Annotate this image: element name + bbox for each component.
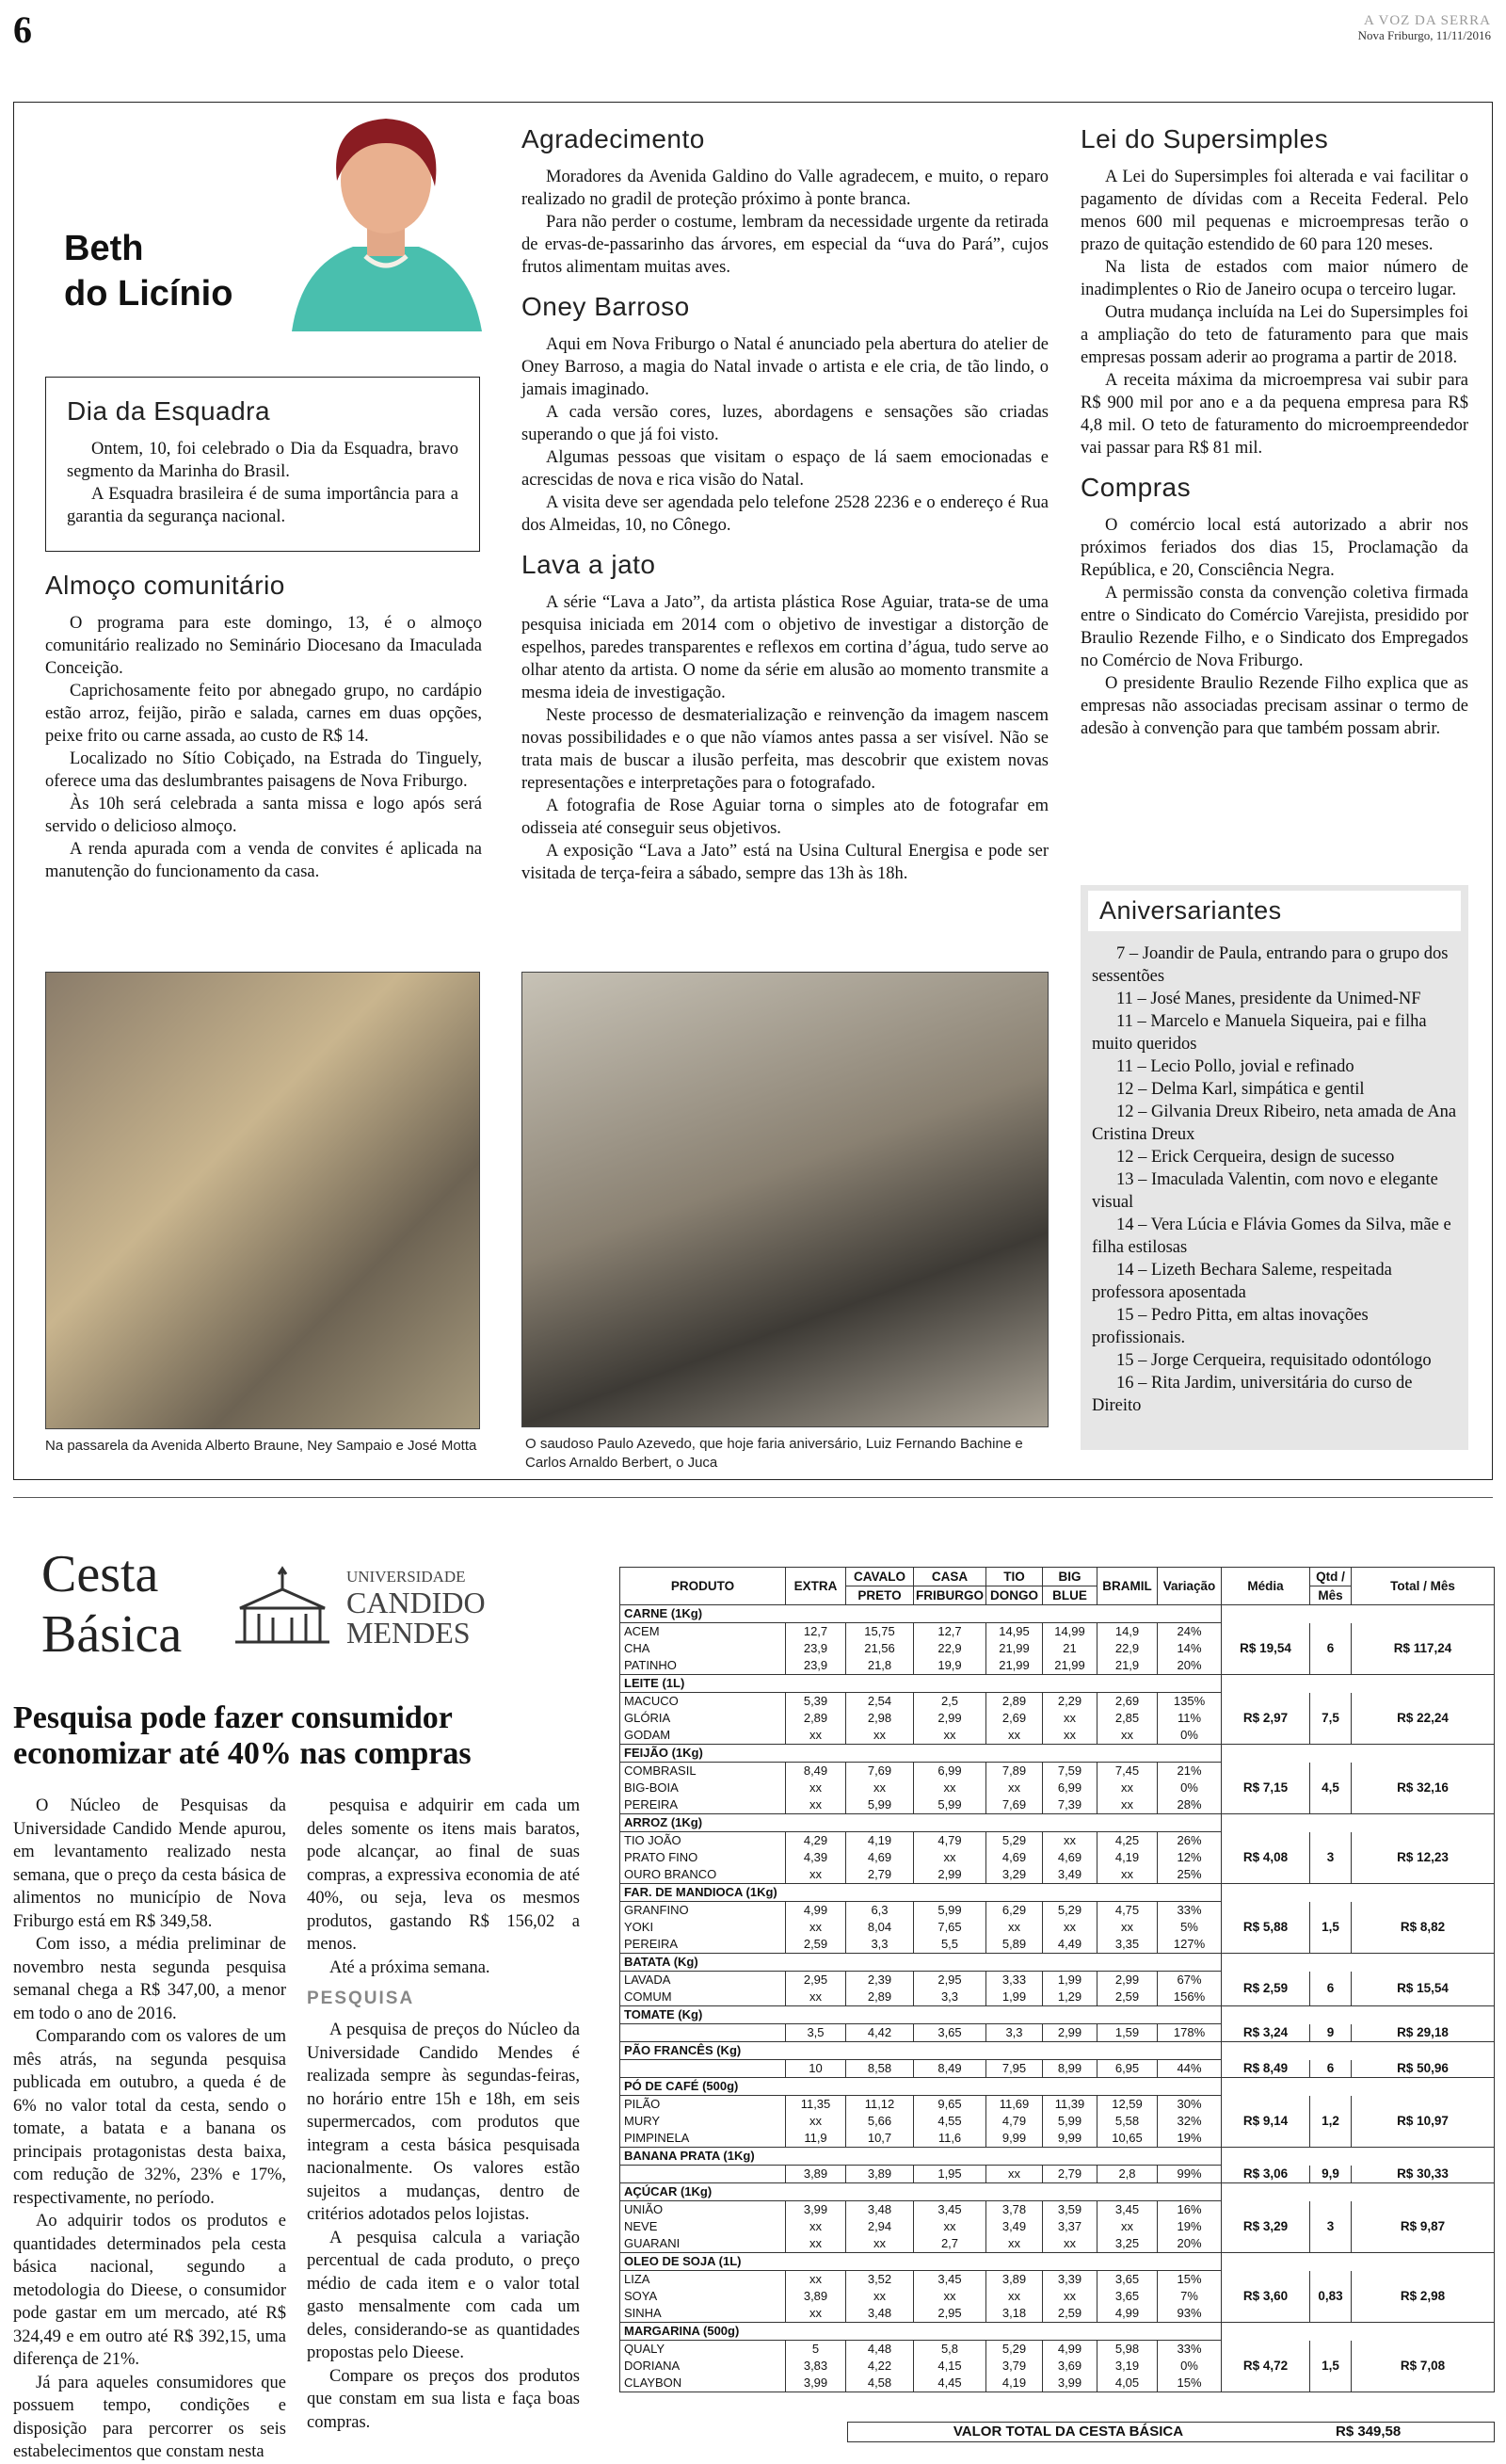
dia-esquadra-p2: A Esquadra brasileira é de suma importância para a garantia da segurança nacional. bbox=[67, 485, 458, 526]
price-table: PRODUTO EXTRA CAVALO CASA TIO BIG BRAMIL Variação Média Qtd / Total / Mês PRETO FRIBURGO DONGO BLUE Mês CARNE (1Kg) ACEM 12,7 15,75 12,7 14,95 14,99 14,9 24% R$ 19,54 6 R$ 117,24 CHA 23,9 21,56 22,9 21,99 21 22,9 14% PATINHO 23,9 21,8 19,9 21,99 21,99 21,9 20% LEITE (1L) MACUCO 5,39 2,54 2,5 2,89 2,29 2,69 135% R$ 2,97 7,5 R$ 22,24 GLÓRIA 2,89 2,98 2,99 2,69 xx 2,85 11% GODAM xx xx xx xx xx xx 0% FEIJÃO (1Kg) COMBRASIL 8,49 7,69 6,99 7,89 7,59 7,45 21% R$ 7,15 4,5 R$ 32,16 BIG-BOIA xx xx xx xx 6,99 xx 0% PEREIRA xx 5,99 5,99 7,69 7,39 xx 28% ARROZ (1Kg) TIO JOÃO 4,29 4,19 4,79 5,29 xx 4,25 26% R$ 4,08 3 R$ 12,23 PRATO FINO 4,39 4,69 xx 4,69 4,69 4,19 12% OURO BRANCO xx 2,79 2,99 3,29 3,49 xx 25% FAR. DE MANDIOCA (1Kg) GRANFINO 4,99 6,3 5,99 6,29 5,29 4,75 33% R$ 5,88 1,5 R$ 8,82 YOKI xx 8,04 7,65 xx xx xx 5% PEREIRA 2,59 3,3 5,5 5,89 4,49 3,35 127% BATATA (Kg) LAVADA 2,95 2,39 2,95 3,33 1,99 2,99 67% R$ 2,59 6 R$ 15,54 COMUM xx 2,89 3,3 1,99 1,29 2,59 156% TOMATE (Kg) 3,5 4,42 3,65 3,3 2,99 1,59 178% R$ 3,24 9 R$ 29,18 PÃO FRANCÊS (Kg) 10 8,58 8,49 7,95 8,99 6,95 44% R$ 8,49 6 R$ 50,96 PÓ DE CAFÉ (500g) PILÃO 11,35 11,12 9,65 11,69 11,39 12,59 30% R$ 9,14 1,2 R$ 10,97 MURY xx 5,66 4,55 4,79 5,99 5,58 32% PIMPINELA 11,9 10,7 11,6 9,99 9,99 10,65 19% BANANA PRATA (1Kg) 3,89 3,89 1,95 xx 2,79 2,8 99% R$ 3,06 9,9 R$ 30,33 AÇÚCAR (1Kg) UNIÃO 3,99 3,48 3,45 3,78 3,59 3,45 16% R$ 3,29 3 R$ 9,87 NEVE xx 2,94 xx 3,49 3,37 xx 19% GUARANI xx xx 2,7 xx xx 3,25 20% OLEO DE SOJA (1L) LIZA xx 3,52 3,45 3,89 3,39 3,65 15% R$ 3,60 0,83 R$ 2,98 SOYA 3,89 xx xx xx xx 3,65 7% SINHA xx 3,48 2,95 3,18 2,59 4,99 93% MARGARINA (500g) QUALY 5 4,48 5,8 5,29 4,99 5,98 33% R$ 4,72 1,5 R$ 7,08 DORIANA 3,83 4,22 4,15 3,79 3,69 3,19 0% CLAYBON 3,99 4,58 4,45 4,19 3,99 4,05 15% bbox=[619, 1567, 1495, 2392]
category-label: FAR. DE MANDIOCA (1Kg) bbox=[620, 1884, 1222, 1902]
category-label: PÃO FRANCÊS (Kg) bbox=[620, 2042, 1222, 2060]
agradecimento-title: Agradecimento bbox=[521, 124, 705, 153]
cesta-paragraph: pesquisa e adquirir em cada um deles somente os itens mais baratos, pode alcançar, ao final de suas compras, a expressiva economia de até 40%, ou seja, leva os mesmos produtos, gastando R$ 156,02 a menos. bbox=[307, 1796, 580, 1954]
aniversariantes-list bbox=[1081, 942, 1468, 1417]
page-number: 6 bbox=[13, 8, 32, 51]
cesta-paragraph: Até a próxima semana. bbox=[329, 1957, 490, 1977]
aniversariante-item: 12 – Gilvania Dreux Ribeiro, neta amada de Ana Cristina Dreux bbox=[1092, 1103, 1457, 1144]
table-row: 10 8,58 8,49 7,95 8,99 6,95 44% R$ 8,49 6 R$ 50,96 bbox=[620, 2060, 1495, 2078]
photo-paulo-azevedo bbox=[521, 972, 1049, 1427]
aniversariante-item: 11 – Lecio Pollo, jovial e refinado bbox=[1116, 1057, 1354, 1076]
col-bramil: BRAMIL bbox=[1097, 1568, 1158, 1605]
group-qtd: 1,2 bbox=[1310, 2096, 1352, 2148]
aniversariantes-title: Aniversariantes bbox=[1088, 891, 1461, 931]
cesta-headline: Pesquisa pode fazer consumidor economizar até 40% nas compras bbox=[13, 1700, 472, 1771]
cesta-paragraph: Já para aqueles consumidores que possuem tempo, condições e disposição para percorrer os seis estabelecimentos que constam nesta bbox=[13, 2373, 286, 2461]
table-row: PIMPINELA 11,9 10,7 11,6 9,99 9,99 10,65 19% bbox=[620, 2130, 1495, 2148]
group-total: R$ 22,24 bbox=[1352, 1693, 1495, 1745]
col-media: Média bbox=[1222, 1568, 1310, 1605]
table-row: COMUM xx 2,89 3,3 1,99 1,29 2,59 156% bbox=[620, 1989, 1495, 2006]
compras-p3: O presidente Braulio Rezende Filho explica que as empresas não associadas precisam assinar o termo de adesão à convenção para que também possam abrir. bbox=[1081, 674, 1468, 738]
group-total: R$ 32,16 bbox=[1352, 1763, 1495, 1814]
table-row: QUALY 5 4,48 5,8 5,29 4,99 5,98 33% R$ 4,72 1,5 R$ 7,08 bbox=[620, 2341, 1495, 2359]
table-row: MURY xx 5,66 4,55 4,79 5,99 5,58 32% bbox=[620, 2113, 1495, 2130]
table-row: GODAM xx xx xx xx xx xx 0% bbox=[620, 1727, 1495, 1745]
group-media: R$ 3,06 bbox=[1222, 2166, 1310, 2183]
category-label: MARGARINA (500g) bbox=[620, 2323, 1222, 2341]
group-media: R$ 3,24 bbox=[1222, 2024, 1310, 2042]
group-media: R$ 5,88 bbox=[1222, 1902, 1310, 1954]
cesta-column-2-3 bbox=[307, 1795, 580, 2434]
group-total: R$ 117,24 bbox=[1352, 1623, 1495, 1675]
photo1-caption: Na passarela da Avenida Alberto Braune, Ney Sampaio e José Motta bbox=[45, 1438, 477, 1454]
cesta-paragraph: A pesquisa calcula a variação percentual de cada produto, o preço médio de cada item e o valor total gasto mensalmente com cada um deles, considerando-se as quantidades propostas pelo Dieese. bbox=[307, 2228, 580, 2362]
middle-column bbox=[521, 124, 1049, 885]
almoco-p2: Caprichosamente feito por abnegado grupo, no cardápio estão arroz, feijão, pirão e salada, carnes em duas opções, peixe frito ou carne assada, ao custo de R$ 14. bbox=[45, 682, 482, 746]
table-row: ACEM 12,7 15,75 12,7 14,95 14,99 14,9 24% R$ 19,54 6 R$ 117,24 bbox=[620, 1623, 1495, 1641]
masthead: A VOZ DA SERRA bbox=[1364, 13, 1491, 28]
col-tio: TIO bbox=[986, 1568, 1043, 1586]
category-label: OLEO DE SOJA (1L) bbox=[620, 2253, 1222, 2271]
group-total: R$ 15,54 bbox=[1352, 1972, 1495, 2006]
col-total: Total / Mês bbox=[1352, 1568, 1495, 1605]
table-row: YOKI xx 8,04 7,65 xx xx xx 5% bbox=[620, 1919, 1495, 1936]
aniversariante-item: 14 – Vera Lúcia e Flávia Gomes da Silva, mãe e filha estilosas bbox=[1092, 1216, 1451, 1257]
category-label: CARNE (1Kg) bbox=[620, 1605, 1222, 1623]
group-media: R$ 3,60 bbox=[1222, 2271, 1310, 2323]
group-qtd: 1,5 bbox=[1310, 2341, 1352, 2392]
group-qtd: 6 bbox=[1310, 1972, 1352, 2006]
group-qtd: 6 bbox=[1310, 1623, 1352, 1675]
col-extra: EXTRA bbox=[786, 1568, 846, 1605]
group-total: R$ 9,87 bbox=[1352, 2201, 1495, 2253]
cesta-paragraph: Compare os preços dos produtos que constam em sua lista e faça boas compras. bbox=[307, 2366, 580, 2432]
supersimples-p2: Na lista de estados com maior número de inadimplentes o Rio de Janeiro ocupa o terceiro lugar. bbox=[1081, 258, 1468, 299]
almoco-title: Almoço comunitário bbox=[45, 571, 285, 600]
cesta-paragraph: Comparando com os valores de um mês atrás, na segunda pesquisa publicada em outubro, a queda é de 6% no valor total da cesta, sendo o tomate, a batata e a banana os principais protagonistas desta baixa, com redução de 32%, 23% e 17%, respectivamente, no período. bbox=[13, 2027, 286, 2208]
col-produto: PRODUTO bbox=[620, 1568, 786, 1605]
table-row: TIO JOÃO 4,29 4,19 4,79 5,29 xx 4,25 26% R$ 4,08 3 R$ 12,23 bbox=[620, 1832, 1495, 1850]
table-row: COMBRASIL 8,49 7,69 6,99 7,89 7,59 7,45 21% R$ 7,15 4,5 R$ 32,16 bbox=[620, 1763, 1495, 1780]
group-media: R$ 9,14 bbox=[1222, 2096, 1310, 2148]
group-total: R$ 2,98 bbox=[1352, 2271, 1495, 2323]
table-row: LIZA xx 3,52 3,45 3,89 3,39 3,65 15% R$ 3,60 0,83 R$ 2,98 bbox=[620, 2271, 1495, 2289]
pesquisa-label: PESQUISA bbox=[307, 1989, 415, 2008]
dateline: Nova Friburgo, 11/11/2016 bbox=[1357, 28, 1491, 42]
cesta-paragraph: Com isso, a média preliminar de novembro nesta segunda pesquisa semanal chega a R$ 347,00, a menor em todo o ano de 2016. bbox=[13, 1935, 286, 2023]
total-value: R$ 349,58 bbox=[1336, 2424, 1402, 2440]
group-media: R$ 4,08 bbox=[1222, 1832, 1310, 1884]
lava-p4: A exposição “Lava a Jato” está na Usina Cultural Energisa e pode ser visitada de terça-feira a sábado, sempre das 13h às 18h. bbox=[521, 842, 1049, 883]
table-row: GLÓRIA 2,89 2,98 2,99 2,69 xx 2,85 11% bbox=[620, 1710, 1495, 1727]
oney-p2: A cada versão cores, luzes, abordagens e sensações são criadas superando o que já foi visto. bbox=[521, 403, 1049, 444]
table-row: BIG-BOIA xx xx xx xx 6,99 xx 0% bbox=[620, 1780, 1495, 1796]
lava-p1: A série “Lava a Jato”, da artista plástica Rose Aguiar, trata-se de uma pesquisa iniciada em 2014 com o objetivo de investigar a distorção de espelhos, paredes transparentes e reflexos em cortina d’água, tudo serve ao olhar atento da artista. O nome da série em alusão ao momento transmite a mesma ideia de investigação. bbox=[521, 593, 1049, 702]
photo-passarela bbox=[45, 972, 480, 1429]
almoco-section bbox=[45, 571, 482, 883]
table-row: PRATO FINO 4,39 4,69 xx 4,69 4,69 4,19 12% bbox=[620, 1849, 1495, 1866]
supersimples-p3: Outra mudança incluída na Lei do Supersimples foi a ampliação do teto de faturamento para que mais empresas possam aderir ao programa a partir de 2018. bbox=[1081, 303, 1468, 367]
table-row: CLAYBON 3,99 4,58 4,45 4,19 3,99 4,05 15% bbox=[620, 2375, 1495, 2392]
total-label: VALOR TOTAL DA CESTA BÁSICA bbox=[953, 2424, 1184, 2440]
lava-title: Lava a jato bbox=[521, 550, 656, 579]
col-qtd: Qtd / bbox=[1310, 1568, 1352, 1586]
university-building-icon bbox=[226, 1561, 339, 1655]
table-row: GRANFINO 4,99 6,3 5,99 6,29 5,29 4,75 33% R$ 5,88 1,5 R$ 8,82 bbox=[620, 1902, 1495, 1920]
category-label: TOMATE (Kg) bbox=[620, 2006, 1222, 2024]
table-row: PATINHO 23,9 21,8 19,9 21,99 21,99 21,9 20% bbox=[620, 1657, 1495, 1675]
aniversariante-item: 12 – Delma Karl, simpática e gentil bbox=[1116, 1080, 1365, 1099]
table-row: OURO BRANCO xx 2,79 2,99 3,29 3,49 xx 25% bbox=[620, 1866, 1495, 1884]
almoco-p5: A renda apurada com a venda de convites é aplicada na manutenção do funcionamento da casa. bbox=[45, 840, 482, 881]
group-qtd: 6 bbox=[1310, 2060, 1352, 2078]
aniversariante-item: 15 – Pedro Pitta, em altas inovações profissionais. bbox=[1092, 1306, 1369, 1347]
aniversariante-item: 7 – Joandir de Paula, entrando para o grupo dos sessentões bbox=[1092, 944, 1449, 986]
oney-title: Oney Barroso bbox=[521, 292, 690, 321]
category-label: BATATA (Kg) bbox=[620, 1954, 1222, 1972]
aniversariante-item: 13 – Imaculada Valentin, com novo e elegante visual bbox=[1092, 1170, 1438, 1212]
right-column bbox=[1081, 124, 1468, 740]
group-total: R$ 7,08 bbox=[1352, 2341, 1495, 2392]
group-media: R$ 7,15 bbox=[1222, 1763, 1310, 1814]
table-row: PEREIRA xx 5,99 5,99 7,69 7,39 xx 28% bbox=[620, 1796, 1495, 1814]
oney-p3: Algumas pessoas que visitam o espaço de lá saem emocionadas e acrescidas de nova e rica visão do Natal. bbox=[521, 448, 1049, 490]
group-total: R$ 8,82 bbox=[1352, 1902, 1495, 1954]
group-total: R$ 30,33 bbox=[1352, 2166, 1495, 2183]
author-portrait bbox=[273, 105, 499, 331]
category-label: BANANA PRATA (1Kg) bbox=[620, 2148, 1222, 2166]
almoco-p1: O programa para este domingo, 13, é o almoço comunitário realizado no Seminário Diocesano da Imaculada Conceição. bbox=[45, 614, 482, 678]
aniversariante-item: 14 – Lizeth Bechara Saleme, respeitada professora aposentada bbox=[1092, 1261, 1392, 1302]
author-name: Beth do Licínio bbox=[64, 229, 233, 314]
table-row: PILÃO 11,35 11,12 9,65 11,69 11,39 12,59 30% R$ 9,14 1,2 R$ 10,97 bbox=[620, 2096, 1495, 2114]
dia-esquadra-p1: Ontem, 10, foi celebrado o Dia da Esquadra, bravo segmento da Marinha do Brasil. bbox=[67, 440, 458, 481]
table-row: LAVADA 2,95 2,39 2,95 3,33 1,99 2,99 67% R$ 2,59 6 R$ 15,54 bbox=[620, 1972, 1495, 1989]
group-qtd: 7,5 bbox=[1310, 1693, 1352, 1745]
group-media: R$ 19,54 bbox=[1222, 1623, 1310, 1675]
table-row: NEVE xx 2,94 xx 3,49 3,37 xx 19% bbox=[620, 2218, 1495, 2235]
category-label: LEITE (1L) bbox=[620, 1675, 1222, 1693]
aniversariante-item: 15 – Jorge Cerqueira, requisitado odontólogo bbox=[1116, 1351, 1432, 1370]
category-label: AÇÚCAR (1Kg) bbox=[620, 2183, 1222, 2201]
col-big: BIG bbox=[1043, 1568, 1097, 1586]
category-label: ARROZ (1Kg) bbox=[620, 1814, 1222, 1832]
aniversariante-item: 12 – Erick Cerqueira, design de sucesso bbox=[1116, 1148, 1395, 1167]
aniversariante-item: 11 – Marcelo e Manuela Siqueira, pai e filha muito queridos bbox=[1092, 1012, 1427, 1054]
cesta-column-1 bbox=[13, 1795, 286, 2464]
group-total: R$ 50,96 bbox=[1352, 2060, 1495, 2078]
cesta-paragraph: Ao adquirir todos os produtos e quantidades determinados pela cesta básica nacional, segundo a metodologia do Dieese, o consumidor pode gastar em um mercado, até R$ 324,49 e em outro até R$ 392,15, uma diferença de 21%. bbox=[13, 2212, 286, 2369]
table-row: 3,5 4,42 3,65 3,3 2,99 1,59 178% R$ 3,24 9 R$ 29,18 bbox=[620, 2024, 1495, 2042]
table-row: CHA 23,9 21,56 22,9 21,99 21 22,9 14% bbox=[620, 1640, 1495, 1657]
group-qtd: 0,83 bbox=[1310, 2271, 1352, 2323]
group-qtd: 9 bbox=[1310, 2024, 1352, 2042]
table-row: SINHA xx 3,48 2,95 3,18 2,59 4,99 93% bbox=[620, 2305, 1495, 2323]
almoco-p4: Às 10h será celebrada a santa missa e logo após será servido o delicioso almoço. bbox=[45, 795, 482, 836]
oney-p4: A visita deve ser agendada pelo telefone 2528 2236 e o endereço é Rua dos Almeidas, 10, no Cônego. bbox=[521, 493, 1049, 535]
cesta-paragraph: A pesquisa de preços do Núcleo da Universidade Candido Mendes é realizada sempre às segundas-feiras, no horário entre 15h e 18h, em seis supermercados, com produtos que integram a cesta básica pesquisada nacionalmente. Os valores estão sujeitos a mudanças, dentro de critérios adotados pelos lojistas. bbox=[307, 2021, 580, 2224]
group-total: R$ 10,97 bbox=[1352, 2096, 1495, 2148]
oney-p1: Aqui em Nova Friburgo o Natal é anunciado pela abertura do atelier de Oney Barroso, a magia do Natal invade o artista e ele cria, de tão lindo, o jamais imaginado. bbox=[521, 335, 1049, 399]
group-qtd: 1,5 bbox=[1310, 1902, 1352, 1954]
col-casa: CASA bbox=[914, 1568, 986, 1586]
category-label: FEIJÃO (1Kg) bbox=[620, 1745, 1222, 1763]
group-qtd: 9,9 bbox=[1310, 2166, 1352, 2183]
page-header bbox=[1358, 13, 1491, 43]
section-divider bbox=[13, 1497, 1493, 1498]
compras-title: Compras bbox=[1081, 473, 1192, 502]
compras-p2: A permissão consta da convenção coletiva firmada entre o Sindicato do Comércio Varejista, presidido por Braulio Rezende Filho, e o Sindicato dos Empregados no Comércio de Nova Friburgo. bbox=[1081, 584, 1468, 670]
col-cavalo: CAVALO bbox=[846, 1568, 914, 1586]
cesta-basica-title: Cesta Básica bbox=[41, 1545, 183, 1664]
group-total: R$ 29,18 bbox=[1352, 2024, 1495, 2042]
group-media: R$ 4,72 bbox=[1222, 2341, 1310, 2392]
category-label: PÓ DE CAFÉ (500g) bbox=[620, 2078, 1222, 2096]
group-total: R$ 12,23 bbox=[1352, 1832, 1495, 1884]
supersimples-p1: A Lei do Supersimples foi alterada e vai facilitar o pagamento de dívidas com a Receita Federal. Pelo menos 600 mil pequenas e microempresas terão o prazo de quitação estendido de 60 para 120 meses. bbox=[1081, 168, 1468, 254]
group-media: R$ 8,49 bbox=[1222, 2060, 1310, 2078]
total-row bbox=[847, 2422, 1495, 2442]
group-qtd: 3 bbox=[1310, 1832, 1352, 1884]
dia-esquadra-box bbox=[45, 377, 480, 552]
aniversariantes-box bbox=[1081, 885, 1468, 1450]
group-media: R$ 3,29 bbox=[1222, 2201, 1310, 2253]
compras-p1: O comércio local está autorizado a abrir nos próximos feriados dos dias 15, Proclamação da República, e 20, Consciência Negra. bbox=[1081, 516, 1468, 580]
aniversariante-item: 11 – José Manes, presidente da Unimed-NF bbox=[1116, 990, 1421, 1008]
lava-p2: Neste processo de desmaterialização e reinvenção da imagem nascem novas possibilidades e o que não víamos antes passa a ser visível. Não se trata mais de buscar a ilusão perfeita, mas descobrir que existem novas representações e interpretações para o fotografado. bbox=[521, 706, 1049, 793]
col-variacao: Variação bbox=[1158, 1568, 1222, 1605]
aniversariante-item: 16 – Rita Jardim, universitária do curso de Direito bbox=[1092, 1374, 1413, 1415]
group-media: R$ 2,97 bbox=[1222, 1693, 1310, 1745]
table-row: SOYA 3,89 xx xx xx xx 3,65 7% bbox=[620, 2288, 1495, 2305]
group-media: R$ 2,59 bbox=[1222, 1972, 1310, 2006]
lava-p3: A fotografia de Rose Aguiar torna o simples ato de fotografar em odisseia até conseguir seus objetivos. bbox=[521, 797, 1049, 838]
cesta-paragraph: O Núcleo de Pesquisas da Universidade Candido Mende apurou, em levantamento realizado nesta semana, que o preço da cesta básica de alimentos no município de Nova Friburgo está em R$ 349,58. bbox=[13, 1796, 286, 1931]
group-qtd: 3 bbox=[1310, 2201, 1352, 2253]
agradecimento-p1: Moradores da Avenida Galdino do Valle agradecem, e muito, o reparo realizado no gradil de proteção próximo à ponte branca. bbox=[521, 168, 1049, 209]
photo2-caption: O saudoso Paulo Azevedo, que hoje faria aniversário, Luiz Fernando Bachine e Carlos Arnaldo Berbert, o Juca bbox=[525, 1436, 1023, 1471]
table-row: MACUCO 5,39 2,54 2,5 2,89 2,29 2,69 135% R$ 2,97 7,5 R$ 22,24 bbox=[620, 1693, 1495, 1711]
supersimples-title: Lei do Supersimples bbox=[1081, 124, 1329, 153]
agradecimento-p2: Para não perder o costume, lembram da necessidade urgente da retirada de ervas-de-passarinho das árvores, em especial da “uva do Pará”, cujos frutos alimentam muitas aves. bbox=[521, 213, 1049, 277]
table-row: GUARANI xx xx 2,7 xx xx 3,25 20% bbox=[620, 2235, 1495, 2253]
table-row: 3,89 3,89 1,95 xx 2,79 2,8 99% R$ 3,06 9,9 R$ 30,33 bbox=[620, 2166, 1495, 2183]
almoco-p3: Localizado no Sítio Cobiçado, na Estrada do Tinguely, oferece uma das deslumbrantes paisagens de Nova Friburgo. bbox=[45, 749, 482, 791]
table-row: UNIÃO 3,99 3,48 3,45 3,78 3,59 3,45 16% R$ 3,29 3 R$ 9,87 bbox=[620, 2201, 1495, 2219]
supersimples-p4: A receita máxima da microempresa vai subir para R$ 900 mil por ano e a da pequena empresa para R$ 4,8 mil. O teto de faturamento do microempreendedor vai passar para R$ 81 mil. bbox=[1081, 371, 1468, 458]
group-qtd: 4,5 bbox=[1310, 1763, 1352, 1814]
table-row: PEREIRA 2,59 3,3 5,5 5,89 4,49 3,35 127% bbox=[620, 1936, 1495, 1954]
dia-esquadra-title: Dia da Esquadra bbox=[67, 396, 271, 426]
table-row: DORIANA 3,83 4,22 4,15 3,79 3,69 3,19 0% bbox=[620, 2358, 1495, 2375]
candido-mendes-logo: UNIVERSIDADE CANDIDO MENDES bbox=[226, 1561, 499, 1655]
